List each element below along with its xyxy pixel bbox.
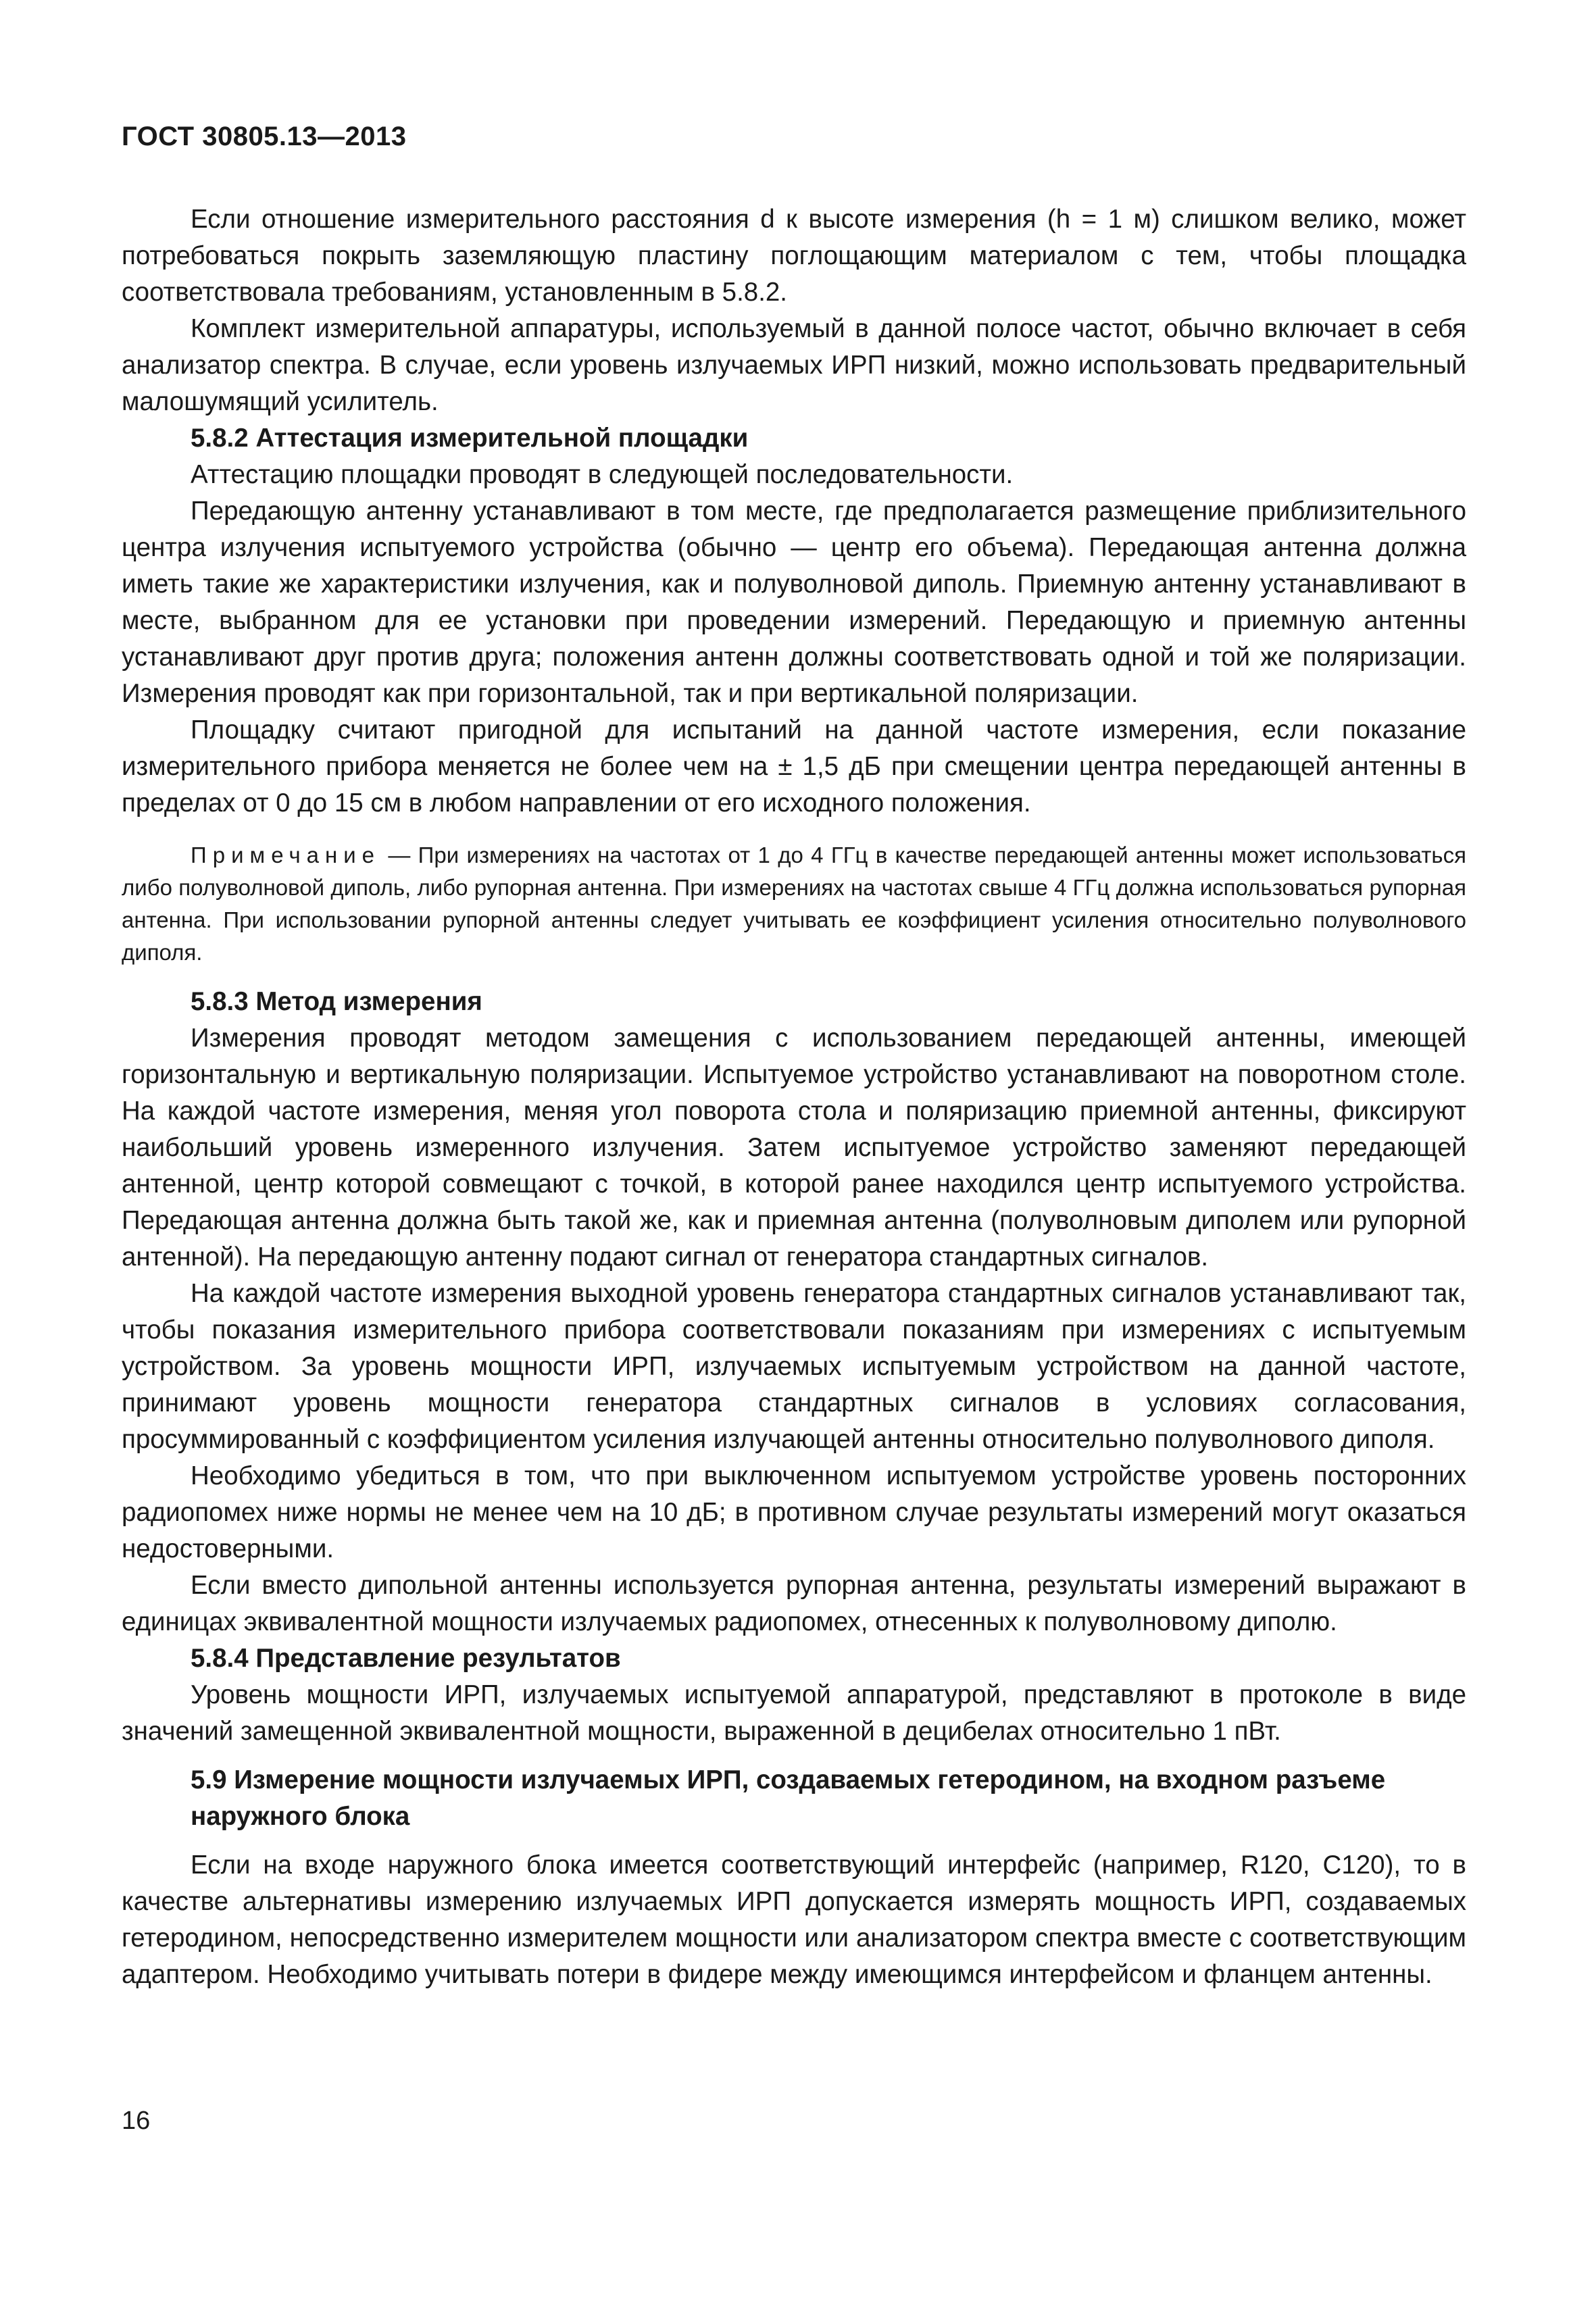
section-heading-5-9: 5.9 Измерение мощности излучаемых ИРП, создаваемых гетеродином, на входном разъеме наружного блока (191, 1765, 1386, 1831)
page-number: 16 (122, 2107, 151, 2135)
section-heading-5-8-2: 5.8.2 Аттестация измерительной площадки (191, 424, 749, 453)
note-label: Примечание (191, 842, 381, 867)
note (122, 839, 1466, 969)
paragraph: Необходимо убедиться в том, что при выключенном испытуемом устройстве уровень посторонних радиопомех ниже нормы не менее чем на 10 дБ; в противном случае результаты измерений могут оказаться недостоверными. (122, 1461, 1466, 1563)
section-heading-5-8-3: 5.8.3 Метод измерения (191, 987, 482, 1016)
paragraph: На каждой частоте измерения выходной уровень генератора стандартных сигналов устанавливают так, чтобы показания измерительного прибора соответствовали показаниям при измерениях с испытуемым устройством. За уровень мощности ИРП, излучаемых испытуемым устройством на данной частоте, принимают уровень мощности генератора стандартных сигналов в условиях согласования, просуммированный с коэффициентом усиления излучающей антенны относительно полуволнового диполя. (122, 1279, 1466, 1454)
document-header: ГОСТ 30805.13—2013 (122, 122, 407, 151)
paragraph: Измерения проводят методом замещения с использованием передающей антенны, имеющей горизонтальную и вертикальную поляризации. Испытуемое устройство устанавливают на поворотном столе. На каждой частоте измерения, меняя угол поворота стола и поляризацию приемной антенны, фиксируют наибольший уровень измеренного излучения. Затем испытуемое устройство заменяют передающей антенной, центр которой совмещают с точкой, в которой ранее находился центр испытуемого устройства. Передающая антенна должна быть такой же, как и приемная антенна (полуволновым диполем или рупорной антенной). На передающую антенну подают сигнал от генератора стандартных сигналов. (122, 1024, 1466, 1272)
document-body (122, 201, 1466, 1993)
paragraph: Комплект измерительной аппаратуры, используемый в данной полосе частот, обычно включает в себя анализатор спектра. В случае, если уровень излучаемых ИРП низкий, можно использовать предварительный малошумящий усилитель. (122, 314, 1466, 416)
paragraph: Передающую антенну устанавливают в том месте, где предполагается размещение приблизительного центра излучения испытуемого устройства (обычно — центр его объема). Передающая антенна должна иметь такие же характеристики излучения, как и полуволновой диполь. Приемную антенну устанавливают в месте, выбранном для ее установки при проведении измерений. Передающую и приемную антенны устанавливают друг против друга; положения антенн должны соответствовать одной и той же поляризации. Измерения проводят как при горизонтальной, так и при вертикальной поляризации. (122, 497, 1466, 708)
section-heading-5-8-4: 5.8.4 Представление результатов (191, 1644, 621, 1673)
paragraph: Площадку считают пригодной для испытаний на данной частоте измерения, если показание измерительного прибора меняется не более чем на ± 1,5 дБ при смещении центра передающей антенны в пределах от 0 до 15 см в любом направлении от его исходного положения. (122, 715, 1466, 818)
note-text: — При измерениях на частотах от 1 до 4 ГГц в качестве передающей антенны может использоваться либо полуволновой диполь, либо рупорная антенна. При измерениях на частотах свыше 4 ГГц должна использоваться рупорная антенна. При использовании рупорной антенны следует учитывать ее коэффициент усиления относительно полуволнового диполя. (122, 842, 1466, 965)
document-page (122, 0, 1466, 2314)
paragraph: Уровень мощности ИРП, излучаемых испытуемой аппаратурой, представляют в протоколе в виде значений замещенной эквивалентной мощности, выраженной в децибелах относительно 1 пВт. (122, 1680, 1466, 1746)
paragraph: Если отношение измерительного расстояния d к высоте измерения (h = 1 м) слишком велико, может потребоваться покрыть заземляющую пластину поглощающим материалом с тем, чтобы площадка соответствовала требованиям, установленным в 5.8.2. (122, 205, 1466, 307)
paragraph: Аттестацию площадки проводят в следующей последовательности. (191, 460, 1014, 489)
paragraph: Если на входе наружного блока имеется соответствующий интерфейс (например, R120, C120), то в качестве альтернативы измерению излучаемых ИРП допускается измерять мощность ИРП, создаваемых гетеродином, непосредственно измерителем мощности или анализатором спектра вместе с соответствующим адаптером. Необходимо учитывать потери в фидере между имеющимся интерфейсом и фланцем антенны. (122, 1851, 1466, 1989)
paragraph: Если вместо дипольной антенны используется рупорная антенна, результаты измерений выражают в единицах эквивалентной мощности излучаемых радиопомех, отнесенных к полуволновому диполю. (122, 1571, 1466, 1636)
